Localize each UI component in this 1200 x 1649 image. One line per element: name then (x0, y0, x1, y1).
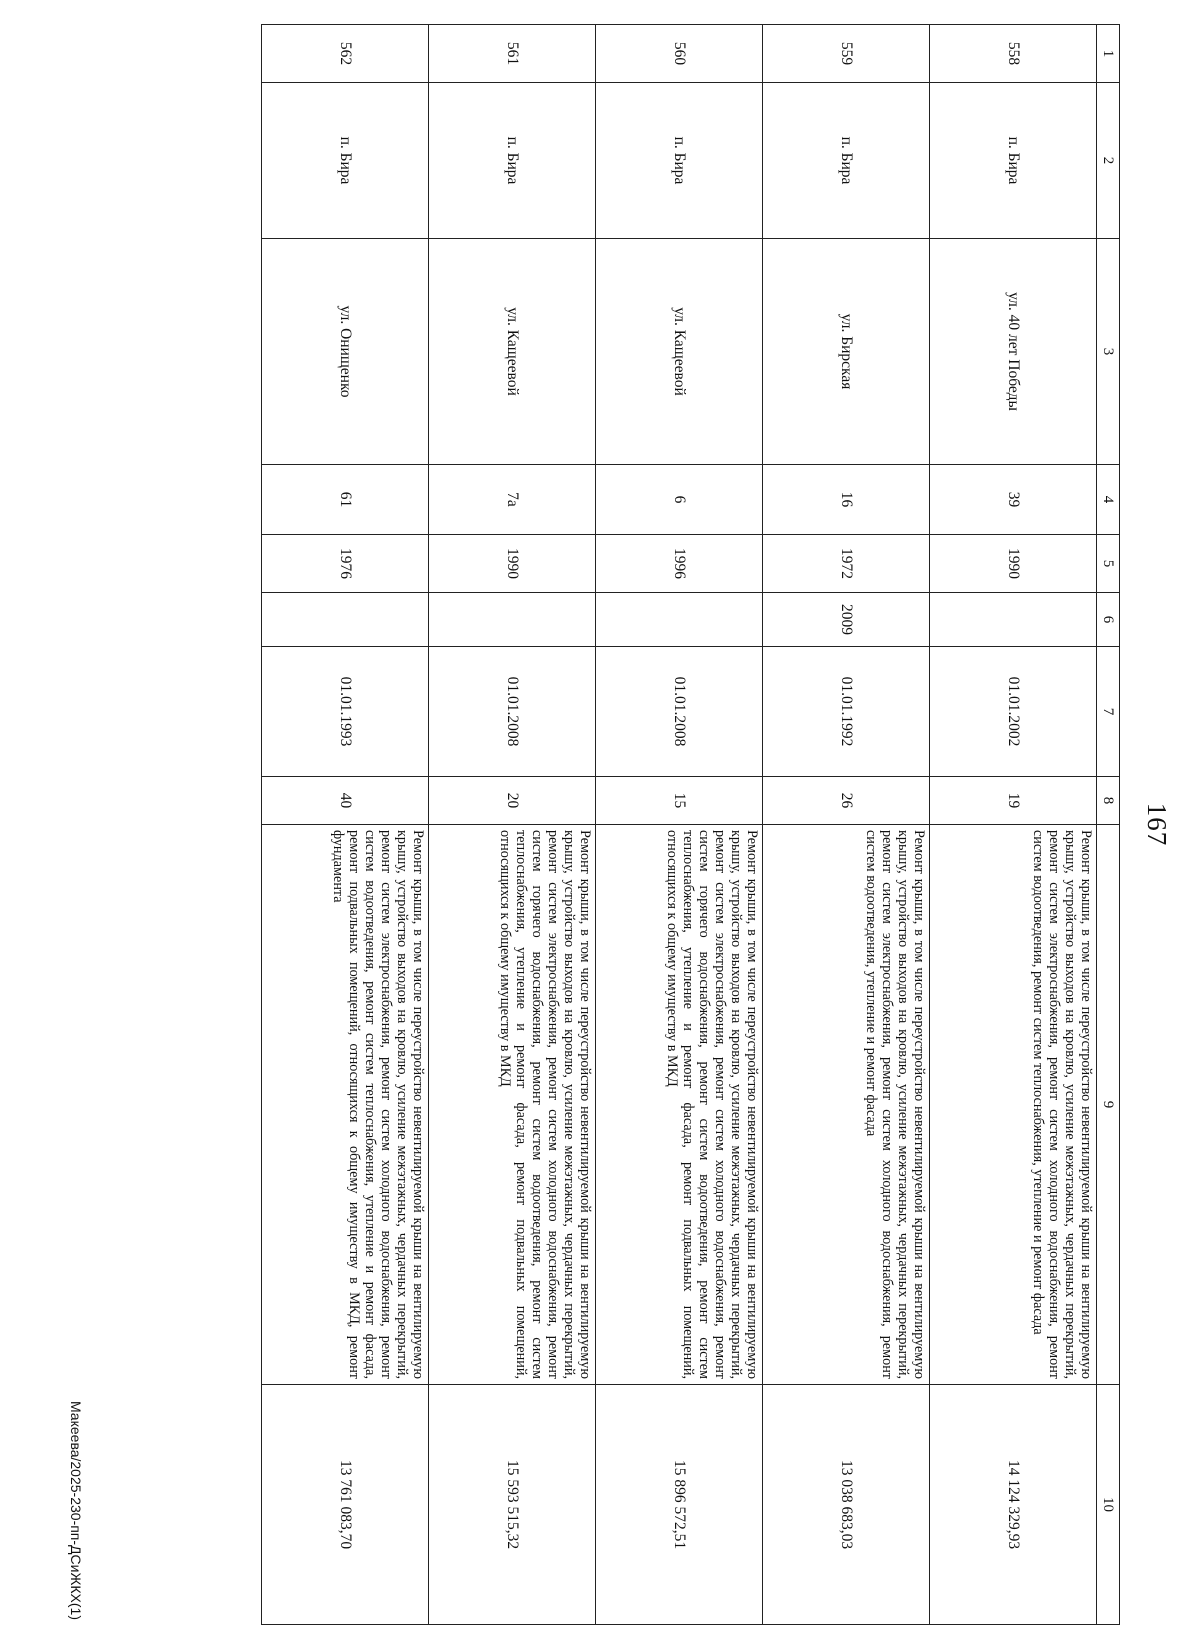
locality-cell: п. Бира (596, 83, 763, 239)
column-number: 2 (1097, 83, 1120, 239)
row-number: 562 (262, 25, 429, 83)
count-cell: 26 (763, 777, 930, 825)
house-number-cell: 7а (429, 465, 596, 535)
column-number: 3 (1097, 239, 1120, 465)
cost-cell: 13 761 083,70 (262, 1385, 429, 1625)
privatization-date-cell: 01.01.2008 (596, 647, 763, 777)
table-row (763, 25, 930, 1625)
column-number: 9 (1097, 825, 1120, 1385)
house-number-cell: 61 (262, 465, 429, 535)
count-cell: 40 (262, 777, 429, 825)
works-description-cell: Ремонт крыши, в том числе переустройство невентилируемой крыши на вентилируемую крышу, устройство выходов на кровлю, усиление межэтажных, чердачных перекрытий, ремонт систем электроснабжения, ремонт систем холодного водоснабжения, ремонт систем горячего водоснабжения, ремонт систем водоотведения, ремонт систем теплоснабжения, утепление и ремонт фасада, ремонт подвальных помещений, относящихся к общему имуществу в МКД (596, 825, 763, 1385)
document-footer: Макеева/2025-230-пп-ДСиЖКХ(1) (68, 1400, 84, 1620)
year-built-cell: 1996 (596, 535, 763, 593)
column-number: 8 (1097, 777, 1120, 825)
locality-cell: п. Бира (930, 83, 1097, 239)
works-description-cell: Ремонт крыши, в том числе переустройство невентилируемой крыши на вентилируемую крышу, устройство выходов на кровлю, усиление межэтажных, чердачных перекрытий, ремонт систем электроснабжения, ремонт систем холодного водоснабжения, ремонт систем водоотведения, ремонт систем теплоснабжения, утепление и ремонт фасада (930, 825, 1097, 1385)
locality-cell: п. Бира (262, 83, 429, 239)
cost-cell: 13 038 683,03 (763, 1385, 930, 1625)
row-number: 558 (930, 25, 1097, 83)
year-overhaul-cell (429, 593, 596, 647)
privatization-date-cell: 01.01.1993 (262, 647, 429, 777)
street-cell: ул. Бирская (763, 239, 930, 465)
house-number-cell: 16 (763, 465, 930, 535)
cost-cell: 15 593 515,32 (429, 1385, 596, 1625)
table-row (596, 25, 763, 1625)
year-overhaul-cell (930, 593, 1097, 647)
privatization-date-cell: 01.01.2008 (429, 647, 596, 777)
year-built-cell: 1976 (262, 535, 429, 593)
year-built-cell: 1990 (429, 535, 596, 593)
page-number: 167 (1142, 802, 1172, 847)
year-built-cell: 1990 (930, 535, 1097, 593)
row-number: 559 (763, 25, 930, 83)
privatization-date-cell: 01.01.2002 (930, 647, 1097, 777)
column-number: 4 (1097, 465, 1120, 535)
cost-cell: 14 124 329,93 (930, 1385, 1097, 1625)
column-number: 7 (1097, 647, 1120, 777)
table-row (429, 25, 596, 1625)
column-number: 5 (1097, 535, 1120, 593)
street-cell: ул. Кащеевой (429, 239, 596, 465)
count-cell: 20 (429, 777, 596, 825)
column-number-row (1097, 25, 1120, 1625)
column-number: 6 (1097, 593, 1120, 647)
street-cell: ул. Онищенко (262, 239, 429, 465)
locality-cell: п. Бира (763, 83, 930, 239)
capital-repair-table (261, 24, 1120, 1625)
house-number-cell: 6 (596, 465, 763, 535)
street-cell: ул. Кащеевой (596, 239, 763, 465)
year-built-cell: 1972 (763, 535, 930, 593)
column-number: 10 (1097, 1385, 1120, 1625)
works-description-cell: Ремонт крыши, в том числе переустройство невентилируемой крыши на вентилируемую крышу, устройство выходов на кровлю, усиление межэтажных, чердачных перекрытий, ремонт систем электроснабжения, ремонт систем холодного водоснабжения, ремонт систем водоотведения, утепление и ремонт фасада (763, 825, 930, 1385)
table-row (262, 25, 429, 1625)
year-overhaul-cell (596, 593, 763, 647)
row-number: 560 (596, 25, 763, 83)
count-cell: 19 (930, 777, 1097, 825)
year-overhaul-cell (262, 593, 429, 647)
works-description-cell: Ремонт крыши, в том числе переустройство невентилируемой крыши на вентилируемую крышу, устройство выходов на кровлю, усиление межэтажных, чердачных перекрытий, ремонт систем электроснабжения, ремонт систем холодного водоснабжения, ремонт систем горячего водоснабжения, ремонт систем водоотведения, ремонт систем теплоснабжения, утепление и ремонт фасада, ремонт подвальных помещений, относящихся к общему имуществу в МКД (429, 825, 596, 1385)
year-overhaul-cell: 2009 (763, 593, 930, 647)
privatization-date-cell: 01.01.1992 (763, 647, 930, 777)
table-body (262, 25, 1120, 1625)
works-description-cell: Ремонт крыши, в том числе переустройство невентилируемой крыши на вентилируемую крышу, устройство выходов на кровлю, усиление межэтажных, чердачных перекрытий, ремонт систем электроснабжения, ремонт систем холодного водоснабжения, ремонт систем водоотведения, ремонт систем теплоснабжения, утепление и ремонт фасада, ремонт подвальных помещений, относящихся к общему имуществу в МКД, ремонт фундамента (262, 825, 429, 1385)
row-number: 561 (429, 25, 596, 83)
cost-cell: 15 896 572,51 (596, 1385, 763, 1625)
count-cell: 15 (596, 777, 763, 825)
house-number-cell: 39 (930, 465, 1097, 535)
table-row (930, 25, 1097, 1625)
column-number: 1 (1097, 25, 1120, 83)
street-cell: ул. 40 лет Победы (930, 239, 1097, 465)
locality-cell: п. Бира (429, 83, 596, 239)
